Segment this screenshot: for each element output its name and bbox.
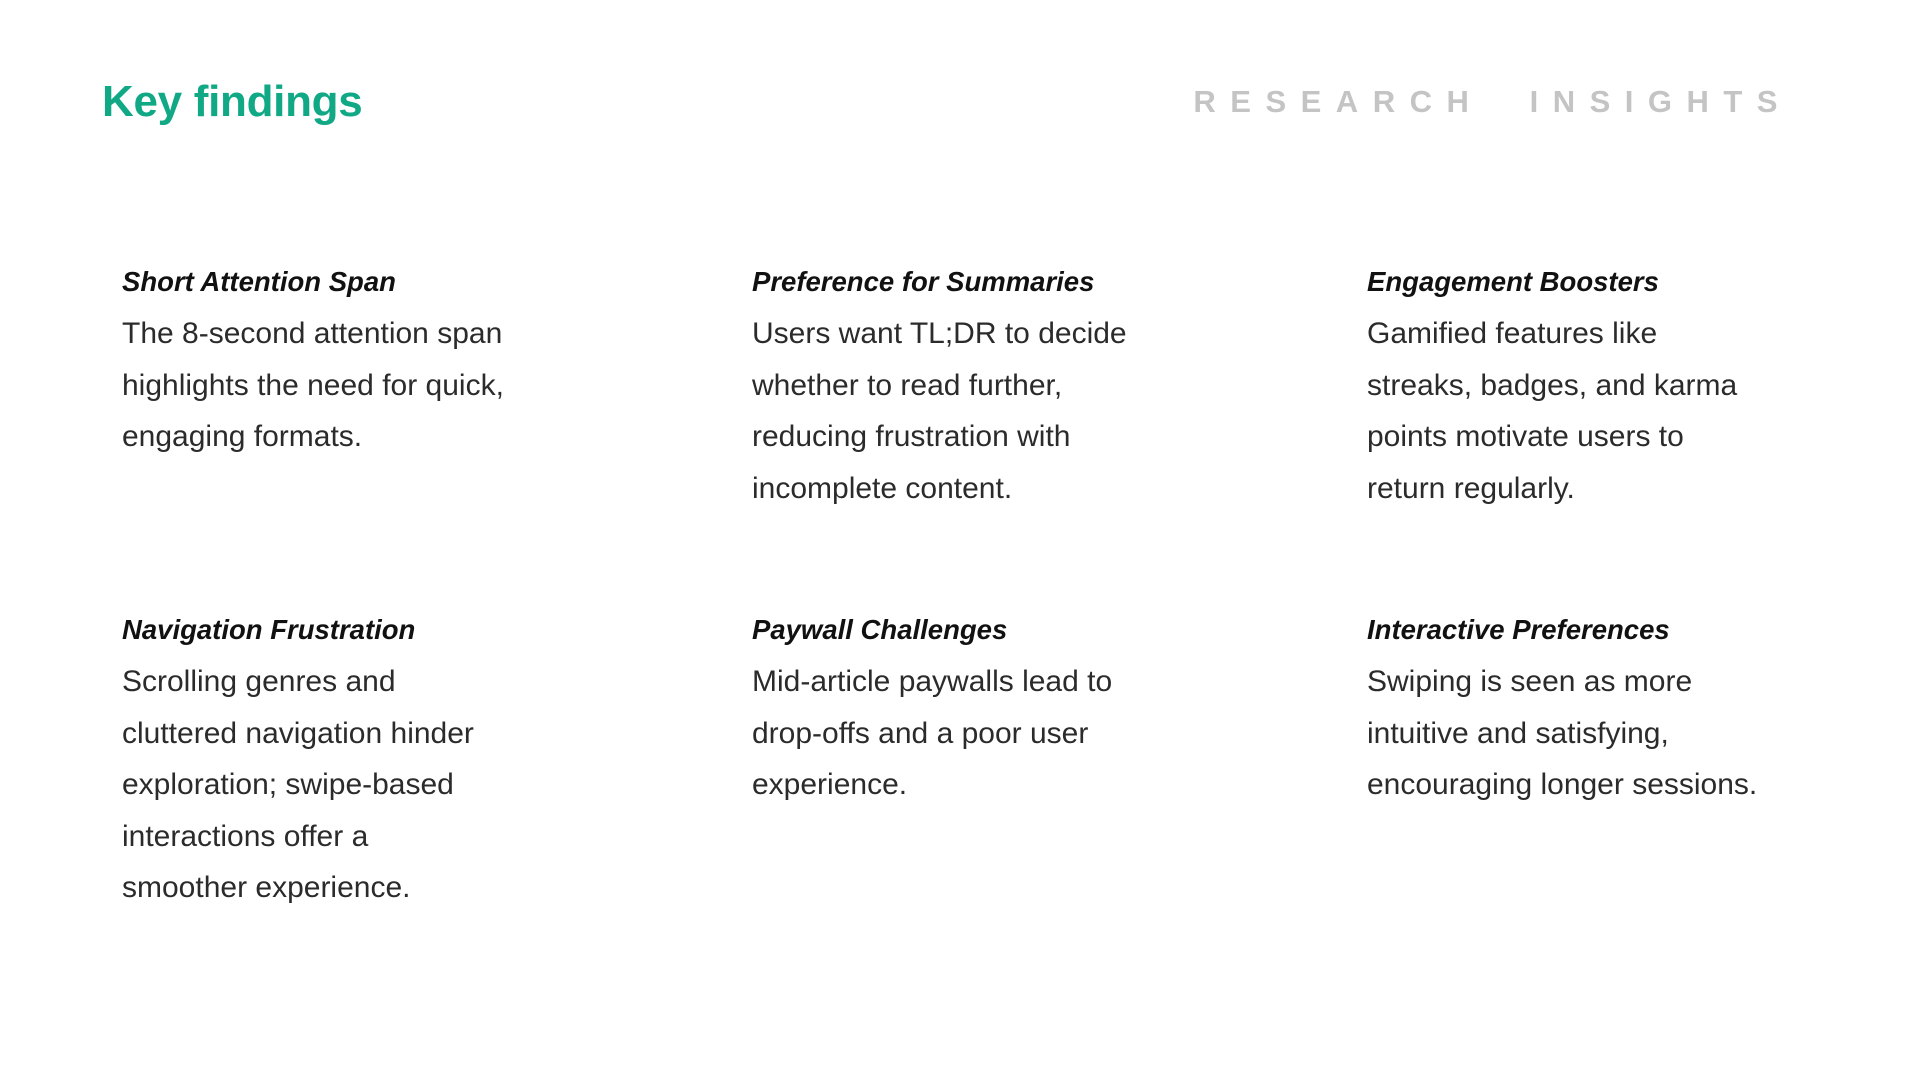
finding-body [752, 308, 1222, 514]
body-line: whether to read further, [752, 368, 1063, 402]
finding-card [1367, 258, 1837, 514]
body-line: cluttered navigation hinder [122, 716, 474, 750]
body-line: Gamified features like [1367, 317, 1658, 350]
finding-title: Engagement Boosters [1367, 266, 1659, 297]
finding-title: Short Attention Span [122, 266, 396, 297]
finding-card [1367, 606, 1837, 811]
body-line: drop-offs and a poor user [752, 716, 1089, 750]
body-line: Swiping is seen as more [1367, 665, 1693, 698]
section-label: RESEARCH INSIGHTS [1193, 84, 1792, 119]
body-line: reducing frustration with [752, 420, 1071, 454]
finding-title: Interactive Preferences [1367, 614, 1670, 645]
finding-card [122, 606, 592, 914]
finding-card [752, 606, 1222, 811]
body-line: intuitive and satisfying, [1367, 716, 1669, 750]
body-line: experience. [752, 768, 908, 802]
body-line: points motivate users to [1367, 420, 1684, 454]
body-line: streaks, badges, and karma [1367, 368, 1738, 402]
finding-title: Paywall Challenges [752, 614, 1008, 645]
finding-body [1367, 308, 1837, 514]
body-line: interactions offer a [122, 819, 369, 853]
body-line: engaging formats. [122, 420, 363, 454]
body-line: Users want TL;DR to decide [752, 317, 1127, 350]
body-line: The 8-second attention span [122, 317, 503, 350]
body-line: smoother experience. [122, 871, 411, 905]
finding-body [752, 656, 1222, 811]
findings-grid [122, 258, 1802, 958]
body-line: incomplete content. [752, 471, 1013, 505]
body-line: return regularly. [1367, 471, 1575, 505]
body-line: Mid-article paywalls lead to [752, 665, 1113, 698]
finding-body [122, 656, 592, 914]
finding-body [1367, 656, 1837, 811]
finding-card [122, 258, 592, 463]
finding-title: Navigation Frustration [122, 614, 416, 645]
body-line: encouraging longer sessions. [1367, 768, 1758, 802]
body-line: highlights the need for quick, [122, 368, 504, 402]
body-line: Scrolling genres and [122, 665, 396, 698]
finding-body [122, 308, 592, 463]
finding-card [752, 258, 1222, 514]
finding-title: Preference for Summaries [752, 266, 1095, 297]
page-title: Key findings [102, 77, 363, 126]
body-line: exploration; swipe-based [122, 768, 454, 802]
